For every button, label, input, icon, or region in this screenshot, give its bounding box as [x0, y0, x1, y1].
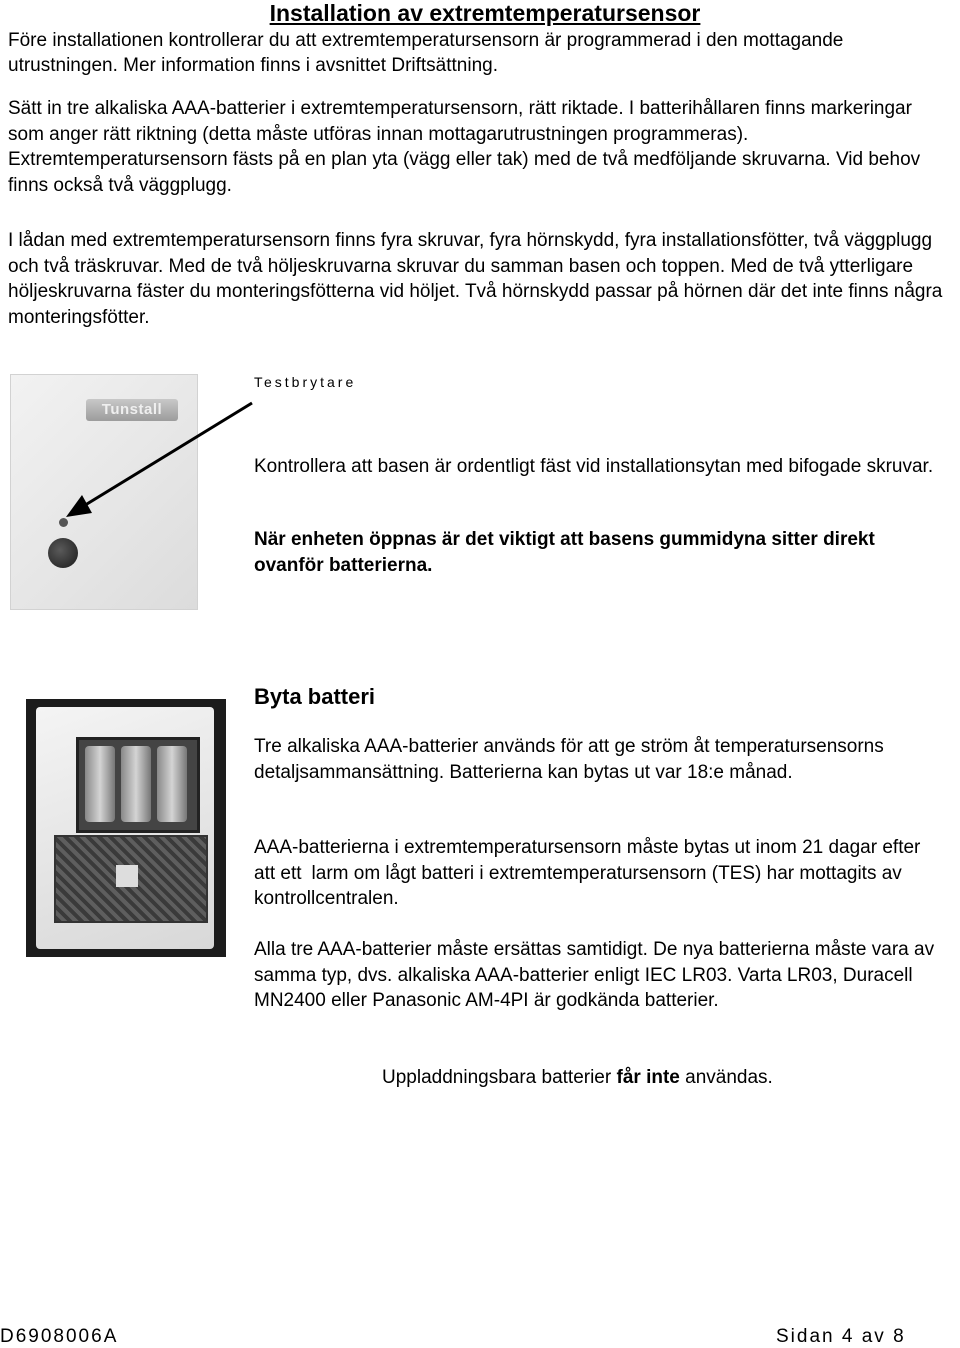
chip: [116, 865, 138, 887]
circuit-board: [54, 835, 208, 923]
battery-cell: [85, 746, 115, 822]
deadline-text-b: larm om lågt batteri i extremtemperatursensorn (TES) har mottagits av kontrollcentralen.: [254, 862, 902, 909]
page-number: Sidan 4 av 8: [776, 1326, 906, 1347]
tunstall-logo: Tunstall: [86, 399, 178, 421]
deadline-text-a: AAA-batterierna i extremtemperatursensorn måste bytas ut inom 21 dagar efter att ett: [254, 837, 921, 884]
rechargeable-text-bold: får inte: [616, 1067, 680, 1088]
battery-install-paragraph: Sätt in tre alkaliska AAA-batterier i extremtemperatursensorn, rätt riktade. I batterihållaren finns markeringar som anger rätt riktning (detta måste utföras innan mottagarutrustningen programmeras). Extremtemperatursensorn fästs på en plan yta (vägg eller tak) med de två medföljande skruvarna. Vid behov finns också två väggplugg.: [8, 98, 921, 196]
section-heading: Byta batteri: [254, 684, 376, 709]
document-id: D6908006A: [0, 1326, 119, 1347]
check-base-text: Kontrollera att basen är ordentligt fäst vid installationsytan med bifogade skruvar.: [254, 456, 934, 477]
battery-compartment-photo: [26, 699, 226, 957]
battery-info-paragraph: Tre alkaliska AAA-batterier används för att ge ström åt temperatursensorns detaljsammansättning. Batterierna kan bytas ut var 18:e månad.: [254, 736, 884, 783]
box-contents-paragraph: I lådan med extremtemperatursensorn finns fyra skruvar, fyra hörnskydd, fyra installationsfötter, två väggplugg och två träskruvar. Med de två höljeskruvarna skruvar du samman basen och toppen. Med de två ytterligare höljeskruvarna fäster du monteringsfötterna vid höljet. Två hörnskydd passar på hörnen där det inte finns några monteringsfötter.: [8, 230, 943, 328]
battery-cell: [157, 746, 187, 822]
callout-arrow: [60, 395, 260, 525]
rechargeable-text-c: användas.: [685, 1067, 773, 1088]
page-title: Installation av extremtemperatursensor: [269, 0, 701, 26]
battery-holder: [76, 737, 200, 833]
intro-paragraph: Före installationen kontrollerar du att extremtemperatursensorn är programmerad i den mottagande utrustningen. Mer information finns i avsnittet Driftsättning.: [8, 30, 844, 76]
battery-type-paragraph: Alla tre AAA-batterier måste ersättas samtidigt. De nya batterierna måste vara av samma typ, dvs. alkaliska AAA-batterier enligt IEC LR03. Varta LR03, Duracell MN2400 eller Panasonic AM-4PI är godkända batterier.: [254, 939, 935, 1011]
replacement-deadline-paragraph: [254, 835, 944, 912]
sensor-window: [48, 538, 78, 568]
rechargeable-warning: [382, 1065, 942, 1091]
rubber-pad-warning: När enheten öppnas är det viktigt att basens gummidyna sitter direkt ovanför batterierna.: [254, 529, 875, 576]
rechargeable-text-a: Uppladdningsbara batterier: [382, 1067, 612, 1088]
sensor-case-open: [36, 707, 214, 949]
test-switch-label: Testbrytare: [254, 374, 357, 390]
battery-cell: [121, 746, 151, 822]
